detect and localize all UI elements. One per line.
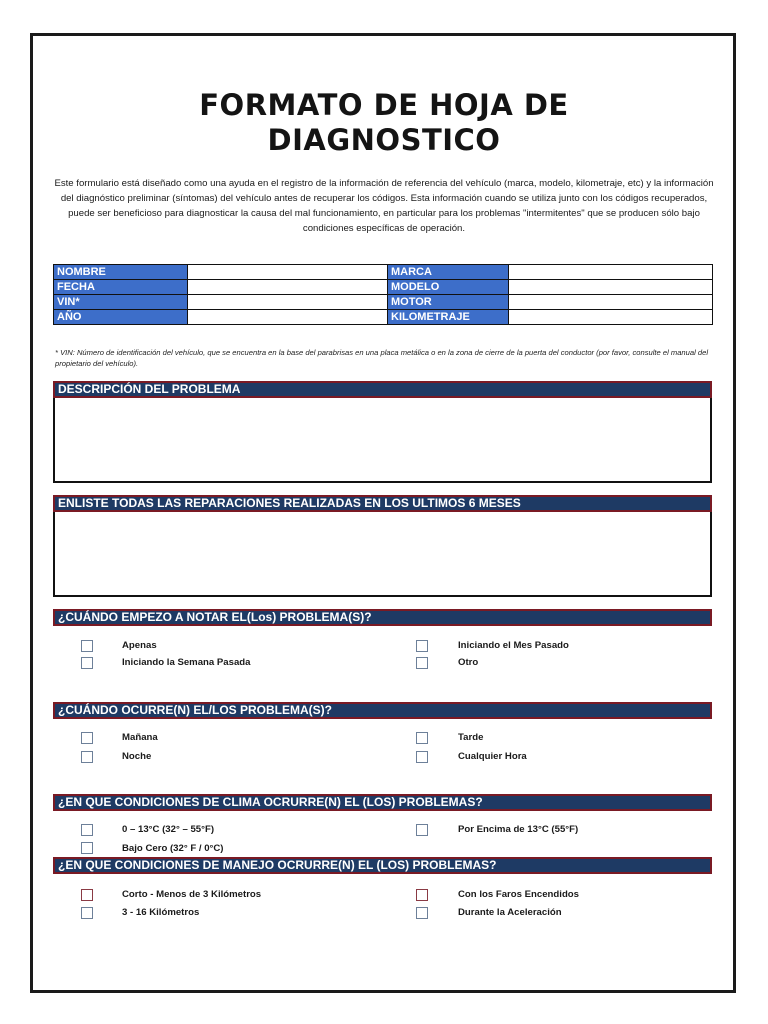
- mileage-label: KILOMETRAJE: [388, 310, 509, 325]
- date-label: FECHA: [54, 280, 188, 295]
- option-label: Noche: [122, 751, 152, 762]
- year-label: AÑO: [54, 310, 188, 325]
- repairs-heading: ENLISTE TODAS LAS REPARACIONES REALIZADAS EN LOS ULTIMOS 6 MESES: [53, 495, 712, 512]
- model-field[interactable]: [509, 280, 713, 295]
- info-row: [54, 280, 713, 295]
- checkbox-otro[interactable]: [416, 657, 428, 669]
- weather-heading: ¿EN QUE CONDICIONES DE CLIMA OCRURRE(N) EL (LOS) PROBLEMAS?: [53, 794, 712, 811]
- checkbox-cualquier-hora[interactable]: [416, 751, 428, 763]
- when-occurs-heading: ¿CUÁNDO OCURRE(N) EL/LOS PROBLEMA(S)?: [53, 702, 712, 719]
- option-label: Corto - Menos de 3 Kilómetros: [122, 889, 262, 900]
- engine-field[interactable]: [509, 295, 713, 310]
- description-heading: DESCRIPCIÓN DEL PROBLEMA: [53, 381, 712, 398]
- make-field[interactable]: [509, 265, 713, 280]
- option-label: Iniciando el Mes Pasado: [458, 640, 569, 651]
- model-label: MODELO: [388, 280, 509, 295]
- option-label: Mañana: [122, 732, 158, 743]
- intro-paragraph: Este formulario está diseñado como una ayuda en el registro de la información de referencia del vehículo (marca, modelo, kilometraje, etc) y la información del diagnóstico preliminar (síntomas) del vehículo antes de recuperar los códigos. Esta información cuando se utiliza junto con los códigos recuperados, puede ser beneficioso para diagnosticar la causa del mal funcionamiento, en particular para los problemas "intermitentes" que se producen sólo bajo condiciones específicas de operación.: [54, 178, 714, 234]
- option-label: 0 – 13°C (32° – 55°F): [122, 824, 215, 835]
- name-label: NOMBRE: [54, 265, 188, 280]
- option-label: 3 - 16 Kilómetros: [122, 907, 200, 918]
- checkbox-encima-13c[interactable]: [416, 824, 428, 836]
- when-noticed-heading: ¿CUÁNDO EMPEZO A NOTAR EL(Los) PROBLEMA(S)?: [53, 609, 712, 626]
- vin-label: VIN*: [54, 295, 188, 310]
- option-label: Con los Faros Encendidos: [458, 889, 580, 900]
- checkbox-faros-encendidos[interactable]: [416, 889, 428, 901]
- mileage-field[interactable]: [509, 310, 713, 325]
- option-label: Apenas: [122, 640, 157, 651]
- option-label: Cualquier Hora: [458, 751, 527, 762]
- engine-label: MOTOR: [388, 295, 509, 310]
- checkbox-0-13c[interactable]: [81, 824, 93, 836]
- year-field[interactable]: [188, 310, 388, 325]
- option-label: Por Encima de 13°C (55°F): [458, 824, 579, 835]
- page-title: [0, 88, 768, 158]
- checkbox-corto[interactable]: [81, 889, 93, 901]
- option-label: Tarde: [458, 732, 484, 743]
- info-row: [54, 295, 713, 310]
- checkbox-apenas[interactable]: [81, 640, 93, 652]
- option-label: Durante la Aceleración: [458, 907, 562, 918]
- date-field[interactable]: [188, 280, 388, 295]
- vin-field[interactable]: [188, 295, 388, 310]
- info-row: [54, 310, 713, 325]
- checkbox-3-16-km[interactable]: [81, 907, 93, 919]
- checkbox-aceleracion[interactable]: [416, 907, 428, 919]
- make-label: MARCA: [388, 265, 509, 280]
- vin-footnote: * VIN: Número de identificación del vehículo, que se encuentra en la base del parabrisas en una placa metálica o en la zona de cierre de la puerta del conductor (por favor, consulte el manual del propietario del vehículo).: [55, 348, 709, 368]
- title-line-2: DIAGNOSTICO: [267, 123, 501, 157]
- description-textbox[interactable]: [53, 398, 712, 483]
- checkbox-bajo-cero[interactable]: [81, 842, 93, 854]
- checkbox-manana[interactable]: [81, 732, 93, 744]
- info-row: [54, 265, 713, 280]
- name-field[interactable]: [188, 265, 388, 280]
- option-label: Iniciando la Semana Pasada: [122, 657, 251, 668]
- driving-heading: ¿EN QUE CONDICIONES DE MANEJO OCRURRE(N) EL (LOS) PROBLEMAS?: [53, 857, 712, 874]
- title-line-1: FORMATO DE HOJA DE: [199, 88, 569, 122]
- checkbox-tarde[interactable]: [416, 732, 428, 744]
- repairs-textbox[interactable]: [53, 512, 712, 597]
- checkbox-mes-pasado[interactable]: [416, 640, 428, 652]
- option-label: Otro: [458, 657, 479, 668]
- option-label: Bajo Cero (32° F / 0°C): [122, 843, 224, 854]
- vehicle-info-table: [53, 264, 713, 325]
- checkbox-semana-pasada[interactable]: [81, 657, 93, 669]
- checkbox-noche[interactable]: [81, 751, 93, 763]
